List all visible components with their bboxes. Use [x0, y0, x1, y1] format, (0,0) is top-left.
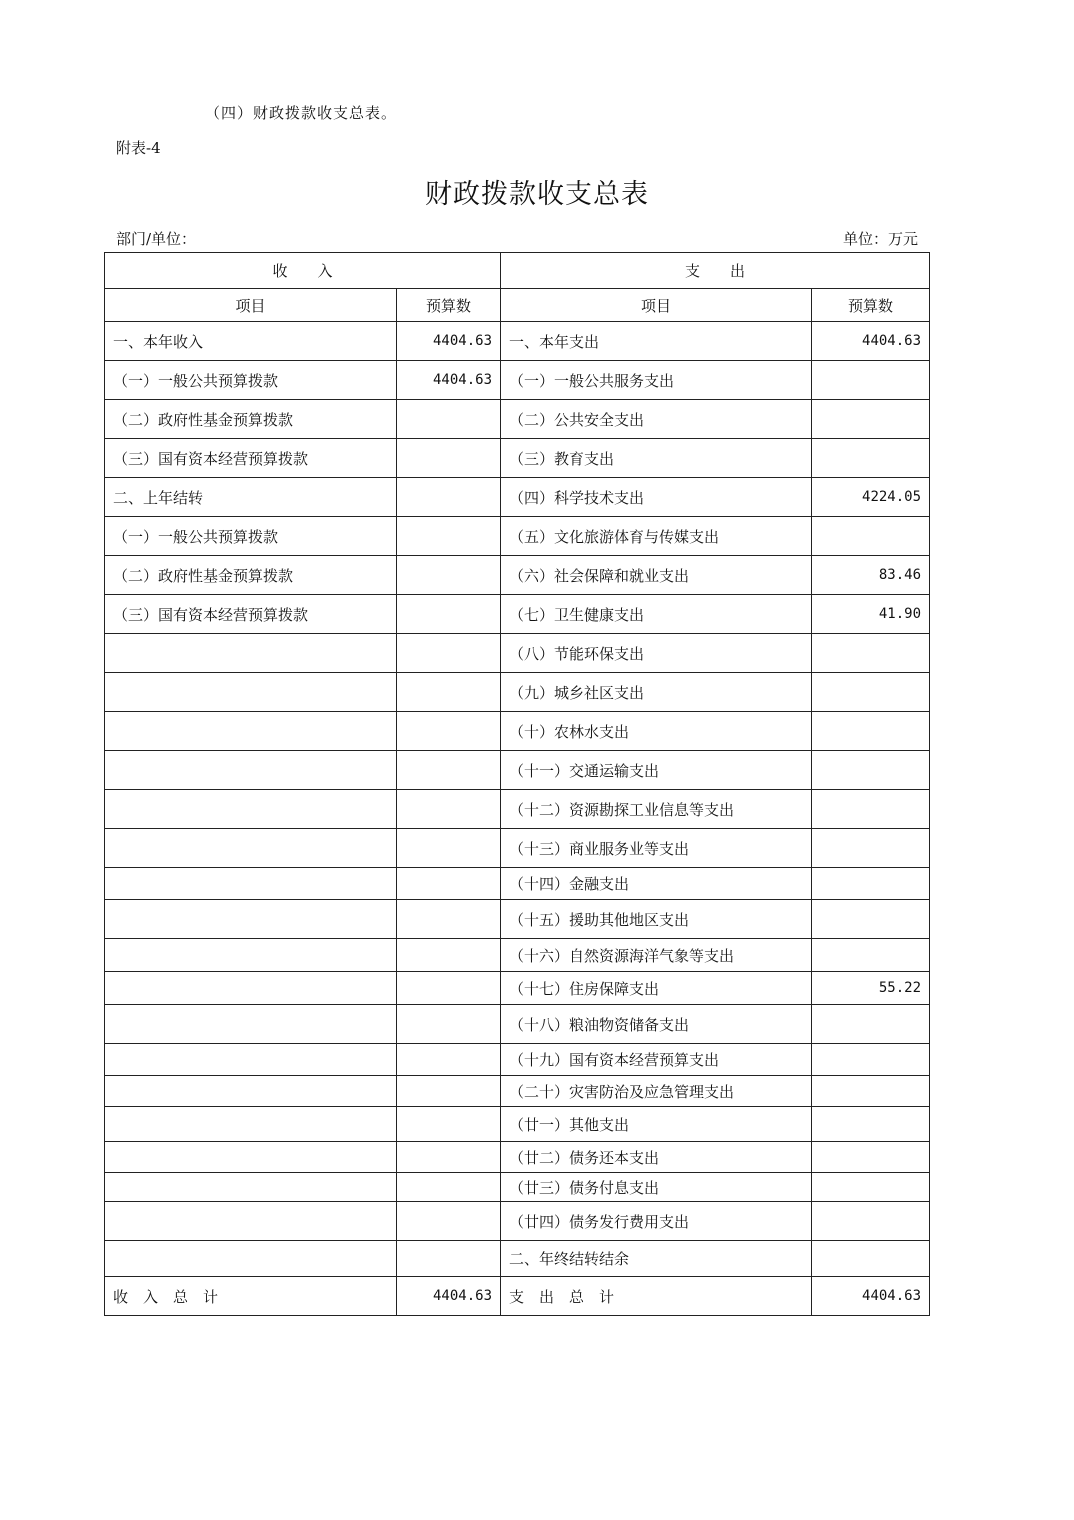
fiscal-appropriation-table	[104, 252, 930, 1316]
expense-budget-cell	[812, 1202, 930, 1241]
table-row	[105, 595, 930, 634]
income-budget-cell	[397, 673, 501, 712]
income-budget-cell	[397, 1202, 501, 1241]
income-item-cell	[105, 868, 397, 900]
income-budget-cell	[397, 517, 501, 556]
table-row	[105, 790, 930, 829]
department-label: 部门/单位：	[116, 230, 197, 248]
table-row	[105, 322, 930, 361]
income-budget-cell	[397, 790, 501, 829]
income-budget-cell	[397, 1241, 501, 1277]
expense-item-cell: （十三）商业服务业等支出	[501, 829, 812, 868]
income-item-cell: （二）政府性基金预算拨款	[105, 556, 397, 595]
expense-item-cell: （廿二）债务还本支出	[501, 1142, 812, 1173]
table-row	[105, 829, 930, 868]
income-item-cell	[105, 790, 397, 829]
income-item-cell	[105, 829, 397, 868]
table-row	[105, 1076, 930, 1107]
expense-budget-cell	[812, 1142, 930, 1173]
table-row	[105, 868, 930, 900]
expense-budget-cell	[812, 361, 930, 400]
expense-item-cell: （十四）金融支出	[501, 868, 812, 900]
expense-budget-cell	[812, 634, 930, 673]
expense-item-cell: （二）公共安全支出	[501, 400, 812, 439]
expense-budget-cell	[812, 900, 930, 939]
expense-item-cell: （三）教育支出	[501, 439, 812, 478]
document-title: 财政拨款收支总表	[425, 179, 649, 210]
table-header-group	[105, 253, 930, 289]
income-budget-cell	[397, 939, 501, 972]
table-row	[105, 439, 930, 478]
income-budget-cell	[397, 829, 501, 868]
table-row	[105, 517, 930, 556]
expense-total-value: 4404.63	[812, 1277, 930, 1316]
expense-item-column-header: 项目	[501, 289, 812, 322]
income-budget-cell	[397, 595, 501, 634]
expense-item-cell: （十六）自然资源海洋气象等支出	[501, 939, 812, 972]
table-row	[105, 556, 930, 595]
income-item-cell: （二）政府性基金预算拨款	[105, 400, 397, 439]
expense-budget-cell	[812, 712, 930, 751]
expense-budget-cell	[812, 829, 930, 868]
expense-budget-cell	[812, 439, 930, 478]
expense-item-cell: 二、年终结转结余	[501, 1241, 812, 1277]
expense-budget-cell	[812, 1241, 930, 1277]
income-budget-cell	[397, 1005, 501, 1044]
income-budget-cell	[397, 972, 501, 1005]
table-row	[105, 939, 930, 972]
table-row	[105, 361, 930, 400]
income-item-cell	[105, 1142, 397, 1173]
income-item-cell	[105, 1241, 397, 1277]
expense-header: 支 出	[501, 253, 930, 289]
expense-budget-cell	[812, 1005, 930, 1044]
expense-budget-cell: 41.90	[812, 595, 930, 634]
expense-item-cell: （四）科学技术支出	[501, 478, 812, 517]
table-row	[105, 712, 930, 751]
income-item-cell	[105, 634, 397, 673]
expense-item-cell: （八）节能环保支出	[501, 634, 812, 673]
expense-budget-cell	[812, 939, 930, 972]
income-budget-cell	[397, 712, 501, 751]
expense-item-cell: （廿四）债务发行费用支出	[501, 1202, 812, 1241]
income-item-cell	[105, 1076, 397, 1107]
income-budget-cell	[397, 634, 501, 673]
income-item-cell	[105, 673, 397, 712]
table-row	[105, 1142, 930, 1173]
income-budget-cell: 4404.63	[397, 322, 501, 361]
total-row	[105, 1277, 930, 1316]
expense-item-cell: （九）城乡社区支出	[501, 673, 812, 712]
table-row	[105, 751, 930, 790]
table-row	[105, 1044, 930, 1076]
income-item-cell	[105, 751, 397, 790]
table-row	[105, 634, 930, 673]
income-budget-cell	[397, 439, 501, 478]
income-item-cell	[105, 1107, 397, 1142]
expense-item-cell: （十五）援助其他地区支出	[501, 900, 812, 939]
expense-budget-column-header: 预算数	[812, 289, 930, 322]
income-item-cell	[105, 972, 397, 1005]
expense-item-cell: （十）农林水支出	[501, 712, 812, 751]
income-item-cell	[105, 939, 397, 972]
income-budget-column-header: 预算数	[397, 289, 501, 322]
expense-item-cell: （十一）交通运输支出	[501, 751, 812, 790]
expense-budget-cell	[812, 868, 930, 900]
income-item-cell	[105, 1044, 397, 1076]
table-row	[105, 1241, 930, 1277]
expense-budget-cell	[812, 1076, 930, 1107]
income-total-value: 4404.63	[397, 1277, 501, 1316]
income-budget-cell	[397, 1173, 501, 1202]
income-item-cell: 二、上年结转	[105, 478, 397, 517]
expense-budget-cell	[812, 517, 930, 556]
section-heading: （四）财政拨款收支总表。	[205, 104, 398, 122]
income-item-cell	[105, 900, 397, 939]
income-budget-cell	[397, 900, 501, 939]
expense-item-cell: （十七）住房保障支出	[501, 972, 812, 1005]
income-budget-cell	[397, 1076, 501, 1107]
income-item-cell: （三）国有资本经营预算拨款	[105, 595, 397, 634]
table-row	[105, 478, 930, 517]
expense-item-cell: （六）社会保障和就业支出	[501, 556, 812, 595]
expense-item-cell: （廿一）其他支出	[501, 1107, 812, 1142]
expense-budget-cell: 4224.05	[812, 478, 930, 517]
table-row	[105, 400, 930, 439]
table-row	[105, 1107, 930, 1142]
expense-budget-cell: 83.46	[812, 556, 930, 595]
expense-item-cell: （五）文化旅游体育与传媒支出	[501, 517, 812, 556]
income-item-cell: （一）一般公共预算拨款	[105, 361, 397, 400]
income-item-column-header: 项目	[105, 289, 397, 322]
attachment-label: 附表-4	[116, 139, 161, 157]
expense-item-cell: （十九）国有资本经营预算支出	[501, 1044, 812, 1076]
table-row	[105, 673, 930, 712]
expense-item-cell: （廿三）债务付息支出	[501, 1173, 812, 1202]
income-item-cell	[105, 712, 397, 751]
income-total-label: 收 入 总 计	[105, 1277, 397, 1316]
income-budget-cell: 4404.63	[397, 361, 501, 400]
expense-budget-cell	[812, 1173, 930, 1202]
unit-label: 单位：万元	[842, 230, 918, 248]
income-budget-cell	[397, 1142, 501, 1173]
expense-item-cell: （二十）灾害防治及应急管理支出	[501, 1076, 812, 1107]
table-row	[105, 1173, 930, 1202]
income-header: 收 入	[105, 253, 501, 289]
income-item-cell	[105, 1173, 397, 1202]
expense-item-cell: （七）卫生健康支出	[501, 595, 812, 634]
expense-budget-cell	[812, 400, 930, 439]
table-header-columns	[105, 289, 930, 322]
expense-item-cell: （十二）资源勘探工业信息等支出	[501, 790, 812, 829]
income-budget-cell	[397, 1107, 501, 1142]
income-item-cell: （一）一般公共预算拨款	[105, 517, 397, 556]
income-item-cell	[105, 1005, 397, 1044]
income-item-cell	[105, 1202, 397, 1241]
expense-item-cell: 一、本年支出	[501, 322, 812, 361]
expense-total-label: 支 出 总 计	[501, 1277, 812, 1316]
table-row	[105, 972, 930, 1005]
table-row	[105, 1005, 930, 1044]
expense-budget-cell	[812, 673, 930, 712]
table-row	[105, 1202, 930, 1241]
income-budget-cell	[397, 868, 501, 900]
expense-budget-cell: 4404.63	[812, 322, 930, 361]
income-budget-cell	[397, 751, 501, 790]
table-row	[105, 900, 930, 939]
income-budget-cell	[397, 400, 501, 439]
income-budget-cell	[397, 1044, 501, 1076]
income-item-cell: （三）国有资本经营预算拨款	[105, 439, 397, 478]
expense-budget-cell	[812, 790, 930, 829]
income-budget-cell	[397, 478, 501, 517]
expense-item-cell: （十八）粮油物资储备支出	[501, 1005, 812, 1044]
expense-budget-cell	[812, 1107, 930, 1142]
income-budget-cell	[397, 556, 501, 595]
expense-budget-cell	[812, 1044, 930, 1076]
expense-budget-cell	[812, 751, 930, 790]
expense-budget-cell: 55.22	[812, 972, 930, 1005]
income-item-cell: 一、本年收入	[105, 322, 397, 361]
expense-item-cell: （一）一般公共服务支出	[501, 361, 812, 400]
